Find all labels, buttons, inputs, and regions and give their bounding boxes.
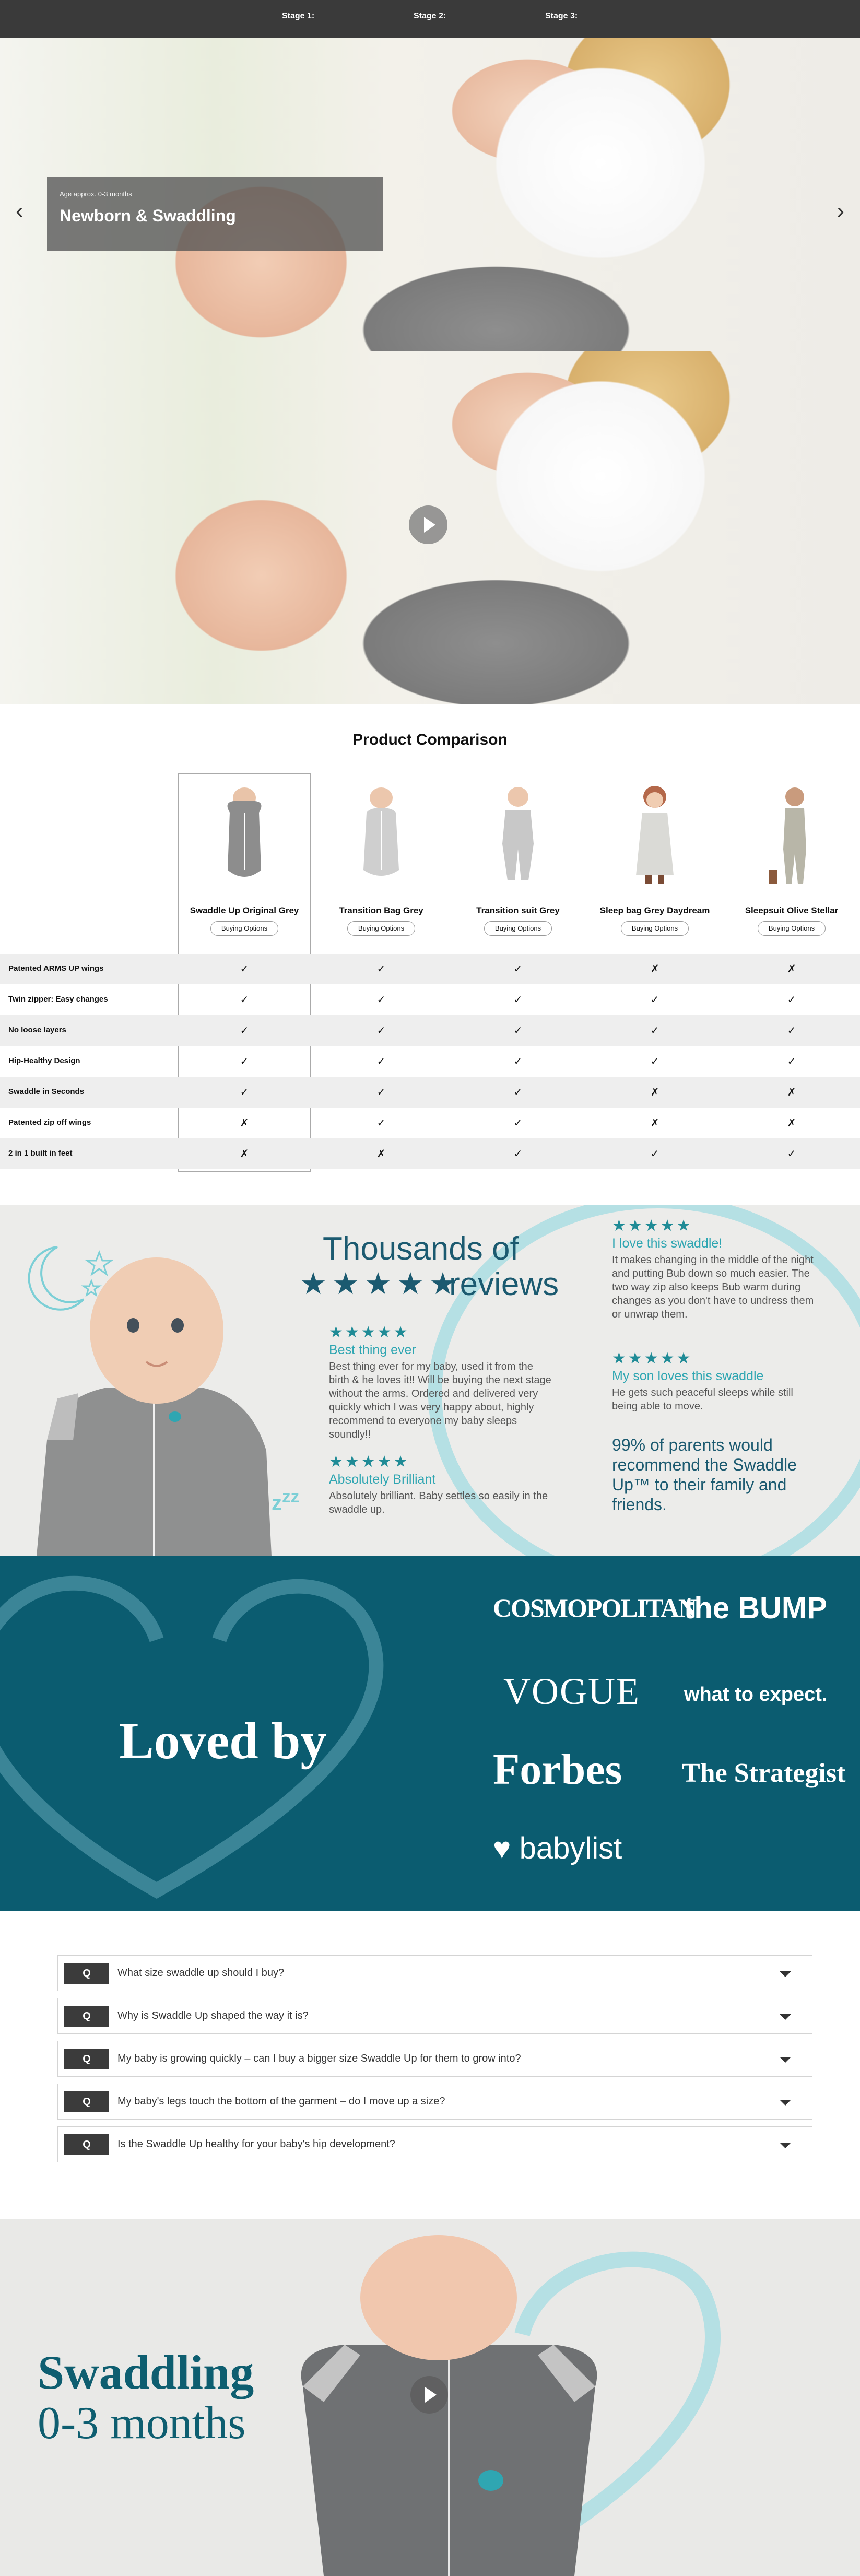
feature-mark: ✗ — [650, 963, 659, 975]
chevron-down-icon[interactable] — [780, 1971, 791, 1977]
comparison-title: Product Comparison — [352, 731, 508, 748]
feature-label: Swaddle in Seconds — [8, 1087, 85, 1096]
carousel-prev-icon[interactable]: ‹ — [16, 198, 23, 224]
feature-mark: ✗ — [787, 963, 796, 975]
feature-mark: ✓ — [376, 963, 386, 975]
vogue-logo: VOGUE — [503, 1671, 640, 1712]
buying-options-button[interactable]: Buying Options — [484, 921, 552, 936]
product-image — [765, 781, 818, 886]
hero-age-label: Age approx. 0-3 months — [60, 190, 132, 198]
feature-mark: ✓ — [650, 1056, 659, 1067]
what-to-expect-logo: what to expect. — [684, 1684, 828, 1705]
feature-mark: ✓ — [376, 1025, 386, 1037]
feature-mark: ✗ — [376, 1148, 386, 1160]
feature-mark: ✓ — [513, 1087, 523, 1098]
feature-label: Twin zipper: Easy changes — [8, 995, 108, 1004]
chevron-down-icon[interactable] — [780, 2014, 791, 2020]
product-name: Transition Bag Grey — [339, 905, 423, 915]
product-column — [450, 769, 586, 952]
question-badge: Q — [64, 2049, 109, 2069]
feature-mark: ✓ — [240, 1025, 249, 1037]
feature-label: Patented zip off wings — [8, 1118, 91, 1127]
stage-2-link[interactable]: Stage 2: — [414, 11, 446, 20]
swaddling-age: 0-3 months — [38, 2398, 246, 2449]
question-badge: Q — [64, 2134, 109, 2155]
product-column — [586, 769, 723, 952]
product-name: Sleep bag Grey Daydream — [599, 905, 710, 915]
review-body: Absolutely brilliant. Baby settles so easily in the swaddle up. — [329, 1490, 548, 1515]
hero-carousel — [0, 38, 860, 351]
feature-mark: ✓ — [240, 1087, 249, 1098]
feature-row — [0, 954, 860, 984]
feature-mark: ✓ — [787, 1056, 796, 1067]
rating-stars-icon: ★★★★★ — [329, 1324, 410, 1341]
feature-label: 2 in 1 built in feet — [8, 1149, 73, 1158]
faq-item[interactable] — [57, 2084, 812, 2120]
feature-row — [0, 984, 860, 1015]
review-body: Best thing ever for my baby, used it from the birth & he loves it!! Will be buying the next stage without the arms. Ordered and delivered very quickly which I was very happy about, highly recommend to everyone my baby sleeps soundly!! — [329, 1361, 551, 1440]
product-column — [723, 769, 860, 952]
strategist-logo: The Strategist — [682, 1758, 846, 1788]
swaddling-title: Swaddling — [38, 2346, 254, 2399]
carousel-next-icon[interactable]: › — [837, 198, 844, 224]
review-title: Best thing ever — [329, 1343, 416, 1357]
baby-photo — [282, 2230, 616, 2576]
rating-stars-icon: ★★★★★ — [612, 1350, 693, 1367]
question-badge: Q — [64, 1963, 109, 1984]
feature-mark: ✓ — [650, 1025, 659, 1037]
forbes-logo: Forbes — [493, 1745, 622, 1794]
faq-section — [0, 1911, 860, 2219]
feature-label: Hip-Healthy Design — [8, 1056, 80, 1065]
faq-item[interactable] — [57, 2126, 812, 2162]
baby-photo — [26, 1242, 287, 1556]
feature-mark: ✗ — [240, 1148, 249, 1160]
feature-row — [0, 1046, 860, 1077]
loved-by-section — [0, 1556, 860, 1911]
review-title: My son loves this swaddle — [612, 1369, 764, 1383]
stage-nav — [0, 0, 860, 38]
product-name: Swaddle Up Original Grey — [190, 905, 299, 915]
review-card — [329, 1323, 553, 1441]
review-title: Absolutely Brilliant — [329, 1472, 436, 1487]
feature-mark: ✗ — [787, 1087, 796, 1098]
faq-question: Is the Swaddle Up healthy for your baby's hip development? — [117, 2138, 395, 2150]
feature-mark: ✗ — [650, 1118, 659, 1129]
feature-mark: ✓ — [513, 1148, 523, 1160]
feature-mark: ✗ — [787, 1118, 796, 1129]
feature-label: No loose layers — [8, 1026, 66, 1034]
feature-mark: ✓ — [376, 1087, 386, 1098]
feature-row — [0, 1138, 860, 1169]
product-image — [492, 781, 544, 886]
buying-options-button[interactable]: Buying Options — [758, 921, 826, 936]
babylist-logo-text: babylist — [519, 1831, 622, 1865]
play-icon[interactable] — [410, 2376, 448, 2414]
feature-mark: ✓ — [376, 1118, 386, 1129]
feature-row — [0, 1077, 860, 1108]
reviews-title: Thousands of — [323, 1231, 519, 1267]
feature-row — [0, 1015, 860, 1046]
faq-question: My baby is growing quickly – can I buy a bigger size Swaddle Up for them to grow into? — [117, 2053, 521, 2064]
feature-mark: ✓ — [240, 994, 249, 1006]
product-image — [629, 781, 681, 886]
loved-by-heading: Loved by — [119, 1712, 327, 1770]
faq-question: What size swaddle up should I buy? — [117, 1967, 285, 1979]
review-card — [612, 1217, 821, 1321]
feature-mark: ✓ — [376, 1056, 386, 1067]
product-name: Sleepsuit Olive Stellar — [745, 905, 839, 915]
rating-stars-icon: ★★★★★ — [329, 1453, 410, 1471]
faq-question: My baby's legs touch the bottom of the garment – do I move up a size? — [117, 2096, 445, 2107]
product-name: Transition suit Grey — [476, 905, 560, 915]
hero-caption — [47, 177, 383, 251]
faq-item[interactable] — [57, 1998, 812, 2034]
review-body: He gets such peaceful sleeps while still being able to move. — [612, 1387, 793, 1412]
feature-label: Patented ARMS UP wings — [8, 964, 104, 973]
chevron-down-icon[interactable] — [780, 2143, 791, 2148]
hero-title: Newborn & Swaddling — [60, 206, 236, 225]
feature-mark: ✓ — [650, 994, 659, 1006]
review-body: It makes changing in the middle of the night and putting Bub down so much easier. The two way zip also keeps Bub warm during changes as you don't have to undress them or unwrap them. — [612, 1254, 814, 1320]
product-column — [176, 769, 313, 952]
review-title: I love this swaddle! — [612, 1236, 723, 1251]
play-icon[interactable] — [409, 505, 447, 544]
recommend-stat: 99% of parents would recommend the Swaddle Up™ to their family and friends. — [612, 1436, 797, 1514]
heart-icon: ♥ — [493, 1831, 511, 1865]
feature-mark: ✓ — [240, 1056, 249, 1067]
feature-mark: ✗ — [650, 1087, 659, 1098]
product-comparison — [0, 704, 860, 1179]
feature-mark: ✓ — [787, 1025, 796, 1037]
product-image — [218, 781, 270, 886]
the-bump-logo: the BUMP — [684, 1591, 827, 1625]
faq-item[interactable] — [57, 2041, 812, 2077]
reviews-stars-icon: ★★★★★ — [300, 1267, 462, 1301]
rating-stars-icon: ★★★★★ — [612, 1217, 693, 1234]
reviews-section — [0, 1205, 860, 1556]
feature-mark: ✓ — [787, 994, 796, 1006]
feature-mark: ✓ — [513, 963, 523, 975]
buying-options-button[interactable]: Buying Options — [347, 921, 415, 936]
chevron-down-icon[interactable] — [780, 2057, 791, 2063]
reviews-title-suffix: reviews — [449, 1266, 559, 1302]
chevron-down-icon[interactable] — [780, 2100, 791, 2106]
review-card — [329, 1453, 553, 1516]
product-image — [355, 781, 407, 886]
feature-mark: ✓ — [513, 1118, 523, 1129]
stage-1-link[interactable]: Stage 1: — [282, 11, 315, 20]
swaddling-banner — [0, 2219, 860, 2576]
feature-mark: ✓ — [513, 994, 523, 1006]
buying-options-button[interactable]: Buying Options — [210, 921, 278, 936]
zzz-icon: $z^{zz}$ — [272, 1487, 300, 1515]
cosmopolitan-logo: COSMOPOLITAN — [493, 1593, 696, 1622]
feature-mark: ✓ — [513, 1056, 523, 1067]
question-badge: Q — [64, 2091, 109, 2112]
feature-mark: ✓ — [376, 994, 386, 1006]
question-badge: Q — [64, 2006, 109, 2027]
buying-options-button[interactable]: Buying Options — [621, 921, 689, 936]
feature-mark: ✓ — [240, 963, 249, 975]
feature-mark: ✗ — [240, 1118, 249, 1129]
stage-3-link[interactable]: Stage 3: — [545, 11, 578, 20]
feature-mark: ✓ — [787, 1148, 796, 1160]
faq-item[interactable] — [57, 1955, 812, 1991]
product-column — [313, 769, 450, 952]
babylist-logo — [493, 1831, 622, 1866]
review-card — [612, 1349, 821, 1413]
feature-mark: ✓ — [513, 1025, 523, 1037]
feature-row — [0, 1108, 860, 1138]
feature-mark: ✓ — [650, 1148, 659, 1160]
faq-question: Why is Swaddle Up shaped the way it is? — [117, 2010, 309, 2021]
